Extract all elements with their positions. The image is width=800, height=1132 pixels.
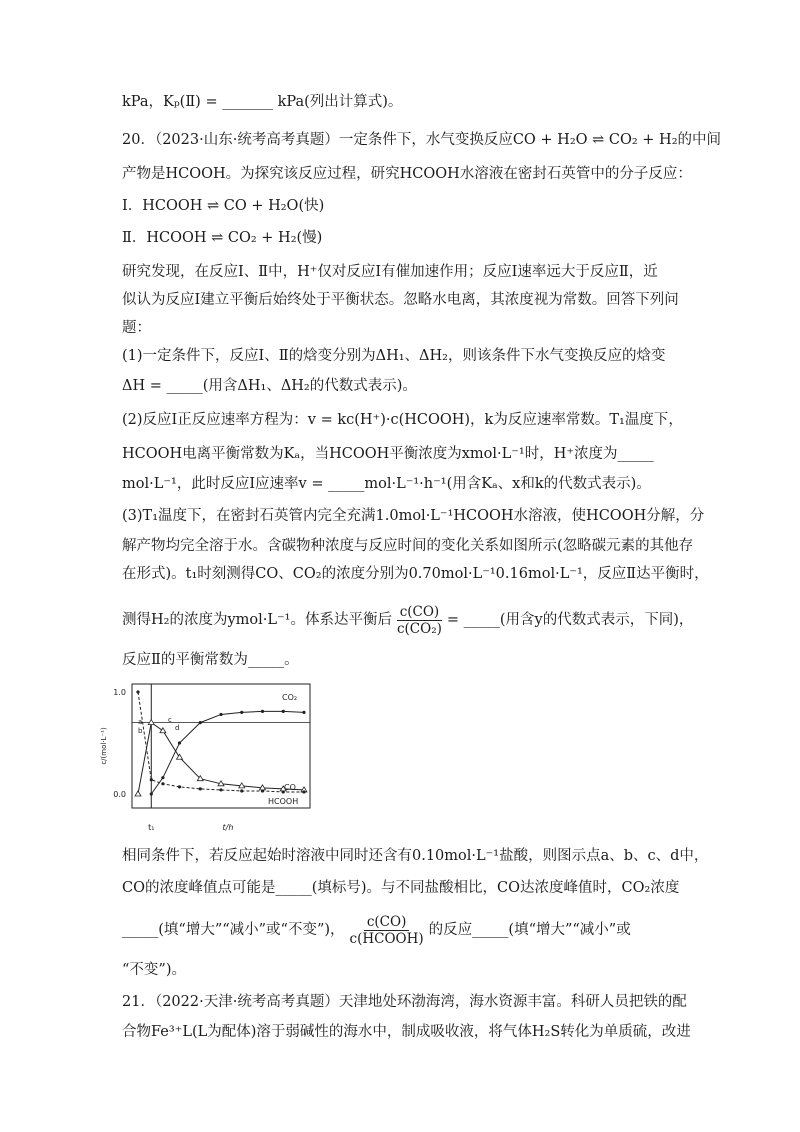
concentration-time-chart (100, 680, 320, 840)
fraction-co-hcooh (347, 914, 427, 947)
fraction-numerator-2: c(CO) (364, 914, 410, 931)
subq-3-d-post: = _____(用含y的代数式表示，下同)， (446, 612, 694, 628)
data-point-s2-3 (178, 785, 181, 788)
reaction-1: Ⅰ．HCOOH ⇌ CO + H₂O(快) (122, 198, 325, 214)
point-label-c: c (168, 716, 172, 724)
data-point-s2-7 (261, 789, 264, 792)
paragraph-1: 研究发现，在反应Ⅰ、Ⅱ中，H⁺仅对反应Ⅰ有催加速作用；反应Ⅰ速率远大于反应Ⅱ，近 (122, 264, 658, 280)
question-21-a: 21．（2022·天津·统考高考真题）天津地处环渤海湾，海水资源丰富。科研人员把铁的配 (122, 994, 687, 1010)
data-point-s0-6 (261, 710, 264, 713)
y-tick-0: 0.0 (113, 790, 126, 799)
subq-4-c-post: 的反应_____(填“增大”“减小”或 (428, 922, 631, 938)
data-point-s2-6 (240, 789, 243, 792)
data-point-s1-2 (160, 728, 166, 733)
question-20-intro: 20．（2023·山东·统考高考真题）一定条件下，水气变换反应CO + H₂O ⇌ CO₂ + H₂的中间 (122, 132, 722, 148)
data-point-s2-0 (136, 690, 139, 693)
data-point-s0-1 (161, 776, 164, 779)
data-point-s1-1 (148, 720, 154, 725)
point-label-d: d (175, 724, 180, 732)
data-point-s1-0 (135, 791, 141, 796)
series-label-hcooh: HCOOH (268, 797, 299, 806)
subq-3-d (122, 602, 693, 638)
point-label-a: a (138, 718, 143, 726)
reaction-2: Ⅱ．HCOOH ⇌ CO₂ + H₂(慢) (122, 230, 323, 246)
subq-3-c: 在形式)。t₁时刻测得CO、CO₂的浓度分别为0.70mol·L⁻¹0.16mol·L⁻¹，反应Ⅱ达平衡时， (122, 566, 709, 582)
data-point-s2-4 (199, 787, 202, 790)
y-tick-1: 1.0 (113, 688, 126, 697)
x-marker-t1: t₁ (148, 823, 155, 832)
data-point-s0-0 (150, 792, 153, 795)
data-point-s0-4 (219, 713, 222, 716)
subq-3-b: 解产物均完全溶于水。含碳物种浓度与反应时间的变化关系如图所示(忽略碳元素的其他存 (122, 538, 694, 554)
data-point-s0-3 (199, 721, 202, 724)
subq-4-c-pre: _____(填“增大”“减小”或“不变”)， (122, 922, 345, 938)
subq-2-b: HCOOH电离平衡常数为Kₐ，当HCOOH平衡浓度为xmol·L⁻¹时，H⁺浓度为_____ (122, 446, 654, 462)
subq-3-d-pre: 测得H₂的浓度为ymol·L⁻¹。体系达平衡后 (122, 612, 392, 628)
data-point-s0-2 (178, 741, 181, 744)
subq-3-a: (3)T₁温度下，在密封石英管内完全充满1.0mol·L⁻¹HCOOH水溶液，使HCOOH分解，分 (122, 508, 705, 524)
fraction-denominator: c(CO₂) (396, 620, 442, 637)
point-label-b: b (138, 727, 143, 735)
subq-1-a: (1)一定条件下，反应Ⅰ、Ⅱ的焓变分别为ΔH₁、ΔH₂，则该条件下水气变换反应的焓变 (122, 348, 666, 364)
data-point-s0-8 (302, 711, 305, 714)
subq-3-e: 反应Ⅱ的平衡常数为_____。 (122, 652, 299, 668)
subq-1-b: ΔH = _____(用含ΔH₁、ΔH₂的代数式表示)。 (122, 378, 417, 394)
subq-4-c (122, 912, 631, 948)
data-point-s2-9 (302, 790, 305, 793)
data-point-s2-1 (150, 778, 153, 781)
data-point-s0-7 (282, 710, 285, 713)
paragraph-3: 题： (122, 320, 151, 336)
data-point-s2-5 (219, 788, 222, 791)
series-label-co: CO (284, 783, 296, 792)
subq-4-a: 相同条件下，若反应起始时溶液中同时还含有0.10mol·L⁻¹盐酸，则图示点a、b、c、d中， (122, 848, 709, 864)
fraction-co-co2 (394, 604, 445, 637)
fraction-numerator: c(CO) (397, 604, 443, 621)
x-axis-label: t/h (222, 823, 234, 832)
line-1: kPa，Kₚ(Ⅱ) = _______ kPa(列出计算式)。 (122, 94, 403, 110)
subq-2-c: mol·L⁻¹，此时反应Ⅰ应速率v = _____mol·L⁻¹·h⁻¹(用含Kₐ、x和k的代数式表示)。 (122, 476, 651, 492)
subq-2-a: (2)反应Ⅰ正反应速率方程为：v = kc(H⁺)·c(HCOOH)，k为反应速率常数。T₁温度下， (122, 412, 683, 428)
paragraph-2: 似认为反应Ⅰ建立平衡后始终处于平衡状态。忽略水电离，其浓度视为常数。回答下列问 (122, 292, 679, 308)
question-21-b: 合物Fe³⁺L(L为配体)溶于弱碱性的海水中，制成吸收液，将气体H₂S转化为单质硫，改进 (122, 1024, 691, 1040)
series-label-co2: CO₂ (282, 693, 298, 702)
question-20-intro-2: 产物是HCOOH。为探究该反应过程，研究HCOOH水溶液在密封石英管中的分子反应： (122, 166, 692, 182)
subq-4-b: CO的浓度峰值点可能是_____(填标号)。与不同盐酸相比，CO达浓度峰值时，CO₂浓度 (122, 880, 680, 896)
fraction-denominator-2: c(HCOOH) (349, 930, 424, 947)
data-point-s0-5 (240, 711, 243, 714)
y-axis-label: c/(mol·L⁻¹) (100, 727, 108, 765)
data-point-s2-2 (161, 782, 164, 785)
subq-4-d: “不变”)。 (122, 962, 186, 978)
data-point-s1-3 (177, 754, 183, 759)
